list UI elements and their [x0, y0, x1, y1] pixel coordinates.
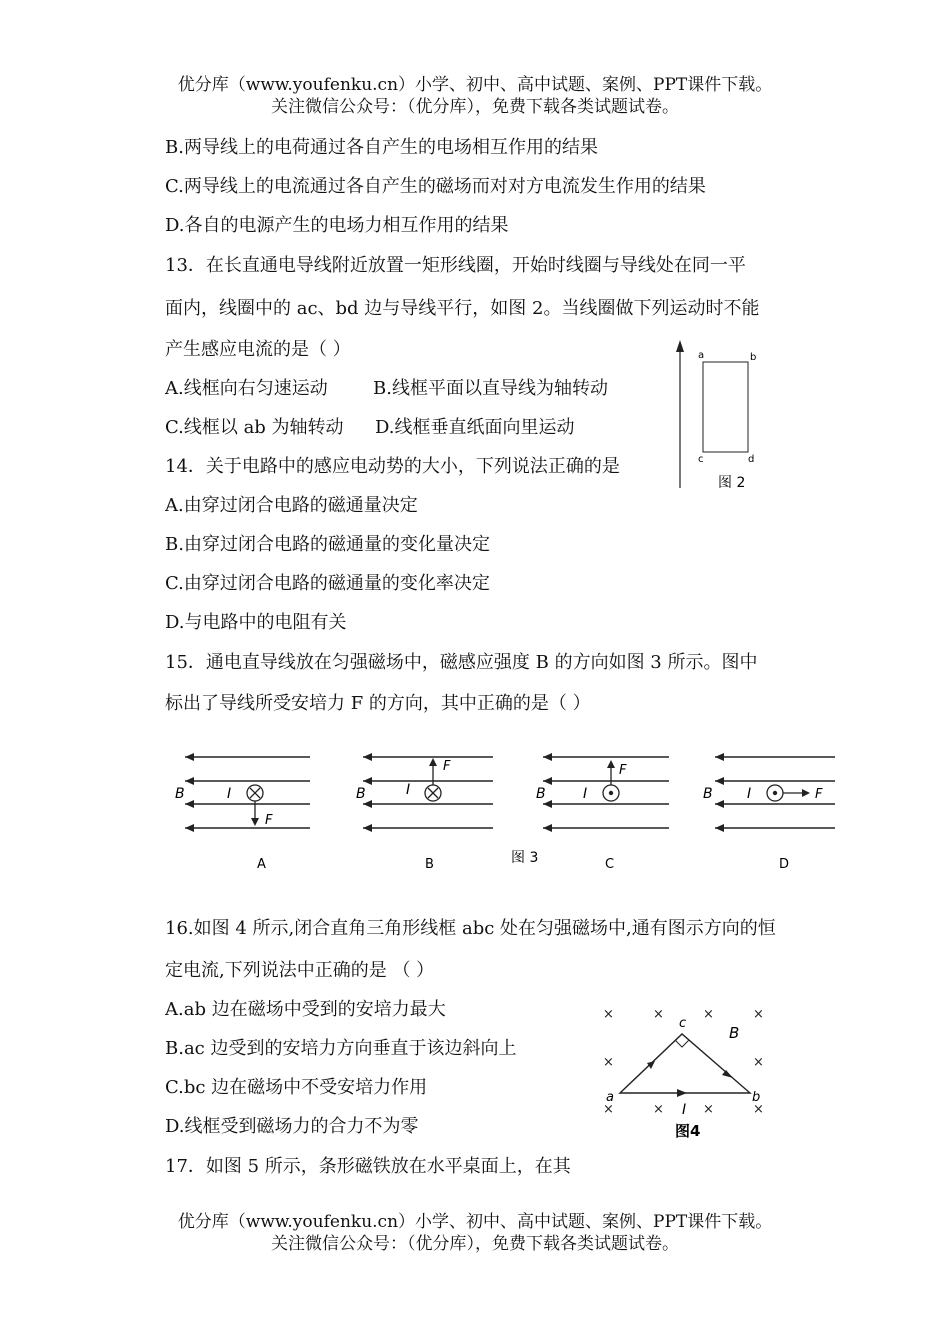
- figure-2: [668, 338, 788, 498]
- fig3-d-force-label: F: [815, 787, 823, 802]
- fig4-arrow-cb: [722, 1070, 733, 1078]
- svg-text:×: ×: [653, 1102, 664, 1117]
- q17-stem: 17．如图 5 所示，条形磁铁放在水平桌面上，在其: [165, 1156, 571, 1177]
- fig3-c-field-label: B: [536, 786, 546, 802]
- footer-line-2: 关注微信公众号：（优分库），免费下载各类试题试卷。: [271, 1234, 679, 1254]
- q13-option-a: A.线框向右匀速运动: [165, 378, 328, 399]
- svg-text:×: ×: [753, 1102, 764, 1117]
- fig2-label-d: d: [748, 454, 755, 465]
- q14-option-d: D.与电路中的电阻有关: [165, 612, 347, 633]
- q16-option-a: A.ab 边在磁场中受到的安培力最大: [165, 999, 446, 1020]
- fig4-label-b: b: [752, 1090, 761, 1105]
- fig3-a-current-label: I: [227, 786, 232, 802]
- q13-stem-3: 产生感应电流的是（ ）: [165, 339, 351, 360]
- fig4-label-c: c: [679, 1016, 687, 1031]
- header-line-2: 关注微信公众号：（优分库），免费下载各类试题试卷。: [271, 97, 679, 117]
- fig3-panel-d: [703, 753, 835, 872]
- svg-text:×: ×: [703, 1007, 714, 1022]
- fig3-b-field-label: B: [356, 786, 366, 802]
- fig3-a-force-label: F: [265, 813, 273, 828]
- fig4-arrow-ab: [677, 1089, 687, 1097]
- q14-option-c: C.由穿过闭合电路的磁通量的变化率决定: [165, 573, 490, 594]
- q16-stem-2: 定电流,下列说法中正确的是 （ ）: [165, 960, 435, 981]
- fig3-a-label: A: [257, 857, 266, 872]
- fig3-panel-a: [175, 753, 310, 872]
- fig3-d-label: D: [779, 857, 790, 872]
- fig4-field-label: B: [729, 1024, 740, 1042]
- fig4-label-a: a: [606, 1090, 614, 1105]
- svg-text:×: ×: [603, 1055, 614, 1070]
- fig3-caption: 图 3: [511, 850, 539, 866]
- svg-text:×: ×: [753, 1055, 764, 1070]
- svg-text:×: ×: [753, 1007, 764, 1022]
- fig2-wire-arrow: [676, 340, 684, 352]
- header-line-1: 优分库（www.youfenku.cn）小学、初中、高中试题、案例、PPT课件下载。: [177, 75, 773, 95]
- q15-stem-2: 标出了导线所受安培力 F 的方向，其中正确的是（ ）: [165, 693, 591, 714]
- fig3-b-current-label: I: [406, 782, 411, 798]
- q14-option-b: B.由穿过闭合电路的磁通量的变化量决定: [165, 534, 490, 555]
- fig3-b-force-label: F: [443, 759, 451, 774]
- q13-option-b: B.线框平面以直导线为轴转动: [373, 378, 608, 399]
- fig3-a-field-label: B: [175, 786, 185, 802]
- q12-option-d: D.各自的电源产生的电场力相互作用的结果: [165, 215, 509, 236]
- q13-stem-2: 面内，线圈中的 ac、bd 边与导线平行，如图 2。当线圈做下列运动时不能: [165, 298, 760, 319]
- fig3-d-current-label: I: [747, 786, 752, 802]
- q16-option-d: D.线框受到磁场力的合力不为零: [165, 1116, 419, 1137]
- footer-line-1: 优分库（www.youfenku.cn）小学、初中、高中试题、案例、PPT课件下载。: [177, 1212, 773, 1232]
- fig3-b-label: B: [425, 857, 434, 872]
- q14-option-a: A.由穿过闭合电路的磁通量决定: [165, 495, 418, 516]
- fig4-right-angle: [675, 1040, 689, 1047]
- q13-option-c: C.线框以 ab 为轴转动: [165, 417, 344, 438]
- fig3-c-force-label: F: [619, 763, 627, 778]
- fig4-arrow-ac: [647, 1061, 655, 1069]
- fig3-panel-c: [536, 753, 669, 872]
- fig3-c-label: C: [605, 857, 615, 872]
- fig3-c-current-label: I: [583, 786, 588, 802]
- q16-option-b: B.ac 边受到的安培力方向垂直于该边斜向上: [165, 1038, 517, 1059]
- q16-option-c: C.bc 边在磁场中不受安培力作用: [165, 1077, 428, 1098]
- q16-stem-1: 16.如图 4 所示,闭合直角三角形线框 abc 处在匀强磁场中,通有图示方向的恒: [165, 918, 776, 939]
- fig2-label-c: c: [698, 454, 704, 465]
- q13-stem-1: 13．在长直通电导线附近放置一矩形线圈，开始时线圈与导线处在同一平: [165, 255, 746, 276]
- q15-stem-1: 15．通电直导线放在匀强磁场中，磁感应强度 B 的方向如图 3 所示。图中: [165, 652, 758, 673]
- fig3-d-field-label: B: [703, 786, 713, 802]
- svg-text:×: ×: [603, 1102, 614, 1117]
- fig4-current-label: I: [682, 1102, 687, 1118]
- q12-option-c: C.两导线上的电流通过各自产生的磁场而对对方电流发生作用的结果: [165, 176, 706, 197]
- svg-text:×: ×: [703, 1102, 714, 1117]
- figure-4: [595, 1000, 780, 1145]
- fig3-panel-b: [356, 753, 493, 872]
- fig2-label-b: b: [750, 352, 757, 363]
- fig4-caption: 图4: [675, 1122, 701, 1140]
- fig4-triangle: [620, 1034, 750, 1093]
- fig2-caption: 图 2: [718, 475, 746, 491]
- q12-option-b: B.两导线上的电荷通过各自产生的电场相互作用的结果: [165, 137, 598, 158]
- svg-text:×: ×: [603, 1007, 614, 1022]
- fig2-label-a: a: [698, 350, 705, 361]
- figure-3: [165, 740, 845, 880]
- svg-text:×: ×: [653, 1007, 664, 1022]
- fig2-coil: [703, 362, 748, 452]
- q14-stem: 14．关于电路中的感应电动势的大小，下列说法正确的是: [165, 456, 620, 477]
- q13-option-d: D.线框垂直纸面向里运动: [375, 417, 575, 438]
